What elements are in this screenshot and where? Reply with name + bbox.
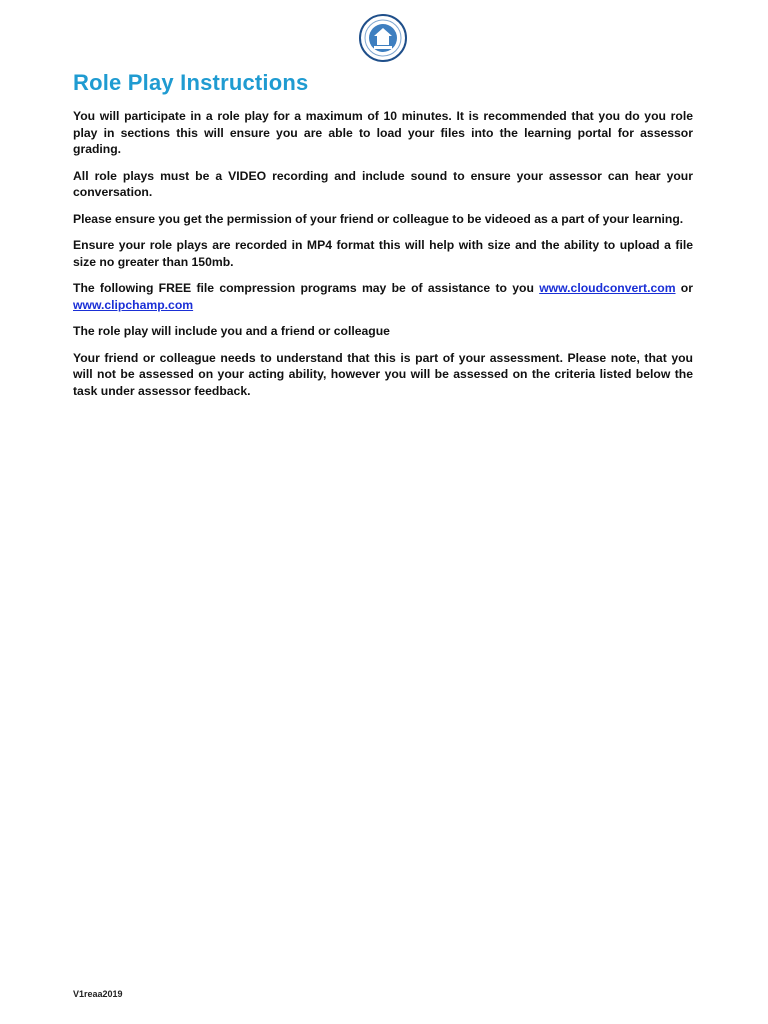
clipchamp-link[interactable]: www.clipchamp.com <box>73 297 194 312</box>
paragraph-participants: The role play will include you and a friend or colleague <box>73 324 390 338</box>
compression-or: or <box>675 281 693 295</box>
cloudconvert-link[interactable]: www.cloudconvert.com <box>539 281 676 295</box>
paragraph-compression <box>73 280 693 313</box>
version-footer: V1reaa2019 <box>73 989 123 999</box>
paragraph-duration: You will participate in a role play for a maximum of 10 minutes. It is recommended that you do you role play in sections this will ensure you are able to load your files into the learning portal for assessor grading. <box>73 109 693 156</box>
paragraph-video-requirement: All role plays must be a VIDEO recording and include sound to ensure your assessor can hear your conversation. <box>73 168 693 199</box>
instructions-body <box>73 108 693 409</box>
compression-text: The following FREE file compression programs may be of assistance to you <box>73 281 540 295</box>
paragraph-format: Ensure your role plays are recorded in MP4 format this will help with size and the ability to upload a file size no greater than 150mb. <box>73 238 693 269</box>
paragraph-permission: Please ensure you get the permission of your friend or colleague to be videoed as a part of your learning. <box>73 211 684 226</box>
page-title: Role Play Instructions <box>73 70 309 95</box>
paragraph-assessment-note: Your friend or colleague needs to understand that this is part of your assessment. Please note, that you will not be assessed on your acting ability, however you will be assessed on the criteria listed below the task under assessor feedback. <box>73 350 693 398</box>
house-seal-icon <box>359 14 407 62</box>
